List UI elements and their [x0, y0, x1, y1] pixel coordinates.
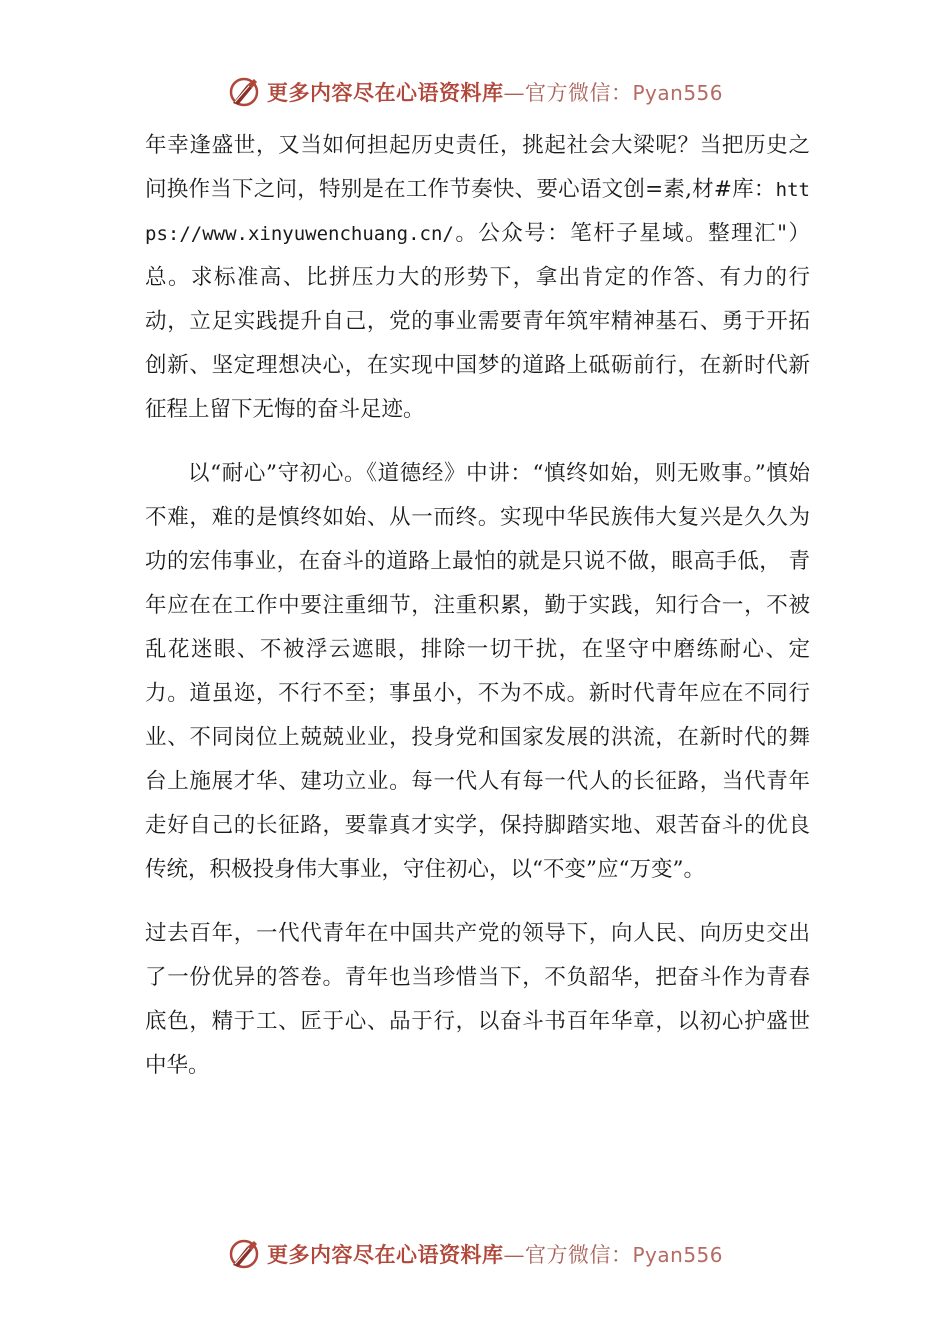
paragraph-3: 过去百年，一代代青年在中国共产党的领导下，向人民、向历史交出了一份优异的答卷。青年也当珍惜当下，不负韶华，把奋斗作为青春底色，精于工、匠于心、品于行，以奋斗书百年华章，以初心护盛世中华。: [145, 921, 810, 1078]
paragraph-2: 以“耐心”守初心。《道德经》中讲：“慎终如始，则无败事。”慎始不难，难的是慎终如始、从一而终。实现中华民族伟大复兴是久久为功的宏伟事业，在奋斗的道路上最怕的就是只说不做，眼高手低， 青年应在在工作中要注重细节，注重积累，勤于实践，知行合一，不被乱花迷眼、不被浮云遮眼，排除一切干扰，在坚守中磨练耐心、定力。道虽迩，不行不至；事虽小，不为不成。新时代青年应在不同行业、不同岗位上兢兢业业，投身党和国家发展的洪流，在新时代的舞台上施展才华、建功立业。每一代人有每一代人的长征路，当代青年走好自己的长征路，要靠真才实学，保持脚踏实地、艰苦奋斗的优良传统，积极投身伟大事业，守住初心，以“不变”应“万变”。: [145, 461, 810, 882]
footer-text: [267, 1239, 723, 1269]
footer-banner: [0, 1232, 950, 1276]
paragraph-1: [145, 124, 810, 432]
document-body: [145, 124, 810, 1088]
pen-nib-circle-logo-icon: [227, 75, 261, 109]
header-lead: 更多内容尽在心语资料库: [266, 80, 504, 105]
header-banner: [0, 70, 950, 114]
footer-rest: —官方微信：: [503, 1243, 633, 1267]
paragraph-1-start: 年幸逢盛世，又当如何担起历史责任，挑起社会大梁呢？当把历史之问换作当下之问，特别是在工作节奏快、要心语文创=素,材#库：: [145, 133, 810, 202]
header-rest: —官方微信：: [503, 81, 633, 105]
footer-account: Pyan556: [632, 1243, 723, 1267]
source-url: https://www.xinyuwenchuang.cn/: [145, 179, 810, 245]
footer-lead: 更多内容尽在心语资料库: [266, 1242, 504, 1267]
header-text: [267, 77, 723, 107]
paragraph-1-end: 。公众号：笔杆子星域。整理汇"）总。求标准高、比拼压力大的形势下，拿出肯定的作答、有力的行动，立足实践提升自己，党的事业需要青年筑牢精神基石、勇于开拓创新、坚定理想决心，在实现中国梦的道路上砥砺前行，在新时代新征程上留下无悔的奋斗足迹。: [145, 221, 810, 422]
pen-nib-circle-logo-icon: [227, 1237, 261, 1271]
header-account: Pyan556: [632, 81, 723, 105]
